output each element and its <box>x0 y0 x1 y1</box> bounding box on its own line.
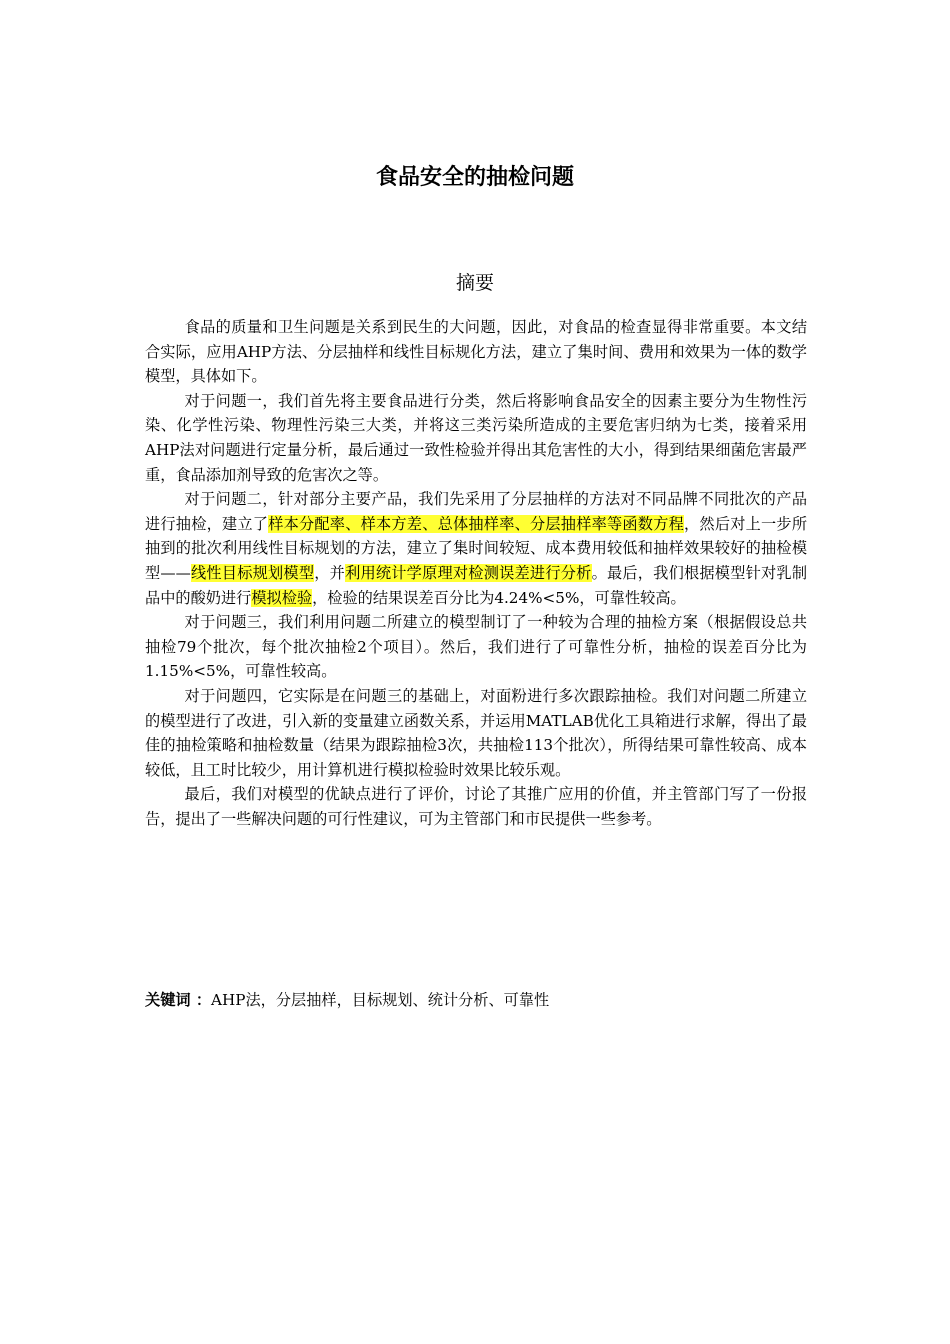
paragraph-text: 。最后，我们根据模型针对乳制品中的酸奶进行 <box>145 563 808 607</box>
document-title: 食品安全的抽检问题 <box>375 165 574 190</box>
abstract-paragraph-5: 对于问题四，它实际是在问题三的基础上，对面粉进行多次跟踪抽检。我们对问题二所建立的模型进行了改进，引入新的变量建立函数关系，并运用MATLAB优化工具箱进行求解，得出了最佳的抽检策略和抽检数量（结果为跟踪抽检3次，共抽检113个批次），所得结果可靠性较高、成本较低，且工时比较少，用计算机进行模拟检验时效果比较乐观。 <box>145 686 807 779</box>
paragraph-text: ，检验的结果误差百分比为4.24%<5%，可靠性较高。 <box>312 588 686 607</box>
paragraph-text: ，并 <box>314 563 346 582</box>
keywords-label: 关键词 ： <box>145 991 212 1009</box>
abstract-paragraph-6: 最后，我们对模型的优缺点进行了评价，讨论了其推广应用的价值，并主管部门写了一份报告，提出了一些解决问题的可行性建议，可为主管部门和市民提供一些参考。 <box>145 785 807 828</box>
highlighted-text: 线性目标规划模型 <box>190 563 315 582</box>
keywords-value: AHP法，分层抽样，目标规划、统计分析、可靠性 <box>211 991 550 1009</box>
highlighted-text: 利用统计学原理对检测误差进行分析 <box>345 563 592 582</box>
highlighted-text: 样本分配率、样本方差、总体抽样率、分层抽样率等函数方程 <box>268 514 685 533</box>
paragraph-text: 对于问题二，针对部分主要产品，我们先采用了分层抽样的方法对不同品牌不同批次的产品进行抽检，建立了 <box>145 490 807 533</box>
abstract-body <box>145 315 807 831</box>
abstract-paragraph-4: 对于问题三，我们利用问题二所建立的模型制订了一种较为合理的抽检方案（根据假设总共抽检79个批次，每个批次抽检2个项目）。然后，我们进行了可靠性分析，抽检的误差百分比为1.15%<5%，可靠性较高。 <box>145 613 807 681</box>
paragraph-text: ，然后对上一步所抽到的批次利用线性目标规划的方法，建立了集时间较短、成本费用较低和抽样效果较好的抽检模型—— <box>145 514 808 582</box>
keywords-line <box>145 988 807 1012</box>
highlighted-text: 模拟检验 <box>251 588 313 607</box>
abstract-heading: 摘要 <box>455 272 494 294</box>
abstract-paragraph-2: 对于问题一，我们首先将主要食品进行分类，然后将影响食品安全的因素主要分为生物性污染、化学性污染、物理性污染三大类，并将这三类污染所造成的主要危害归纳为七类，接着采用AHP法对问题进行定量分析，最后通过一致性检验并得出其危害性的大小，得到结果细菌危害最严重，食品添加剂导致的危害次之等。 <box>145 391 807 484</box>
abstract-paragraph-3 <box>145 487 807 610</box>
abstract-paragraph-1: 食品的质量和卫生问题是关系到民生的大问题，因此，对食品的检查显得非常重要。本文结合实际，应用AHP方法、分层抽样和线性目标规化方法，建立了集时间、费用和效果为一体的数学模型，具体如下。 <box>145 318 807 386</box>
